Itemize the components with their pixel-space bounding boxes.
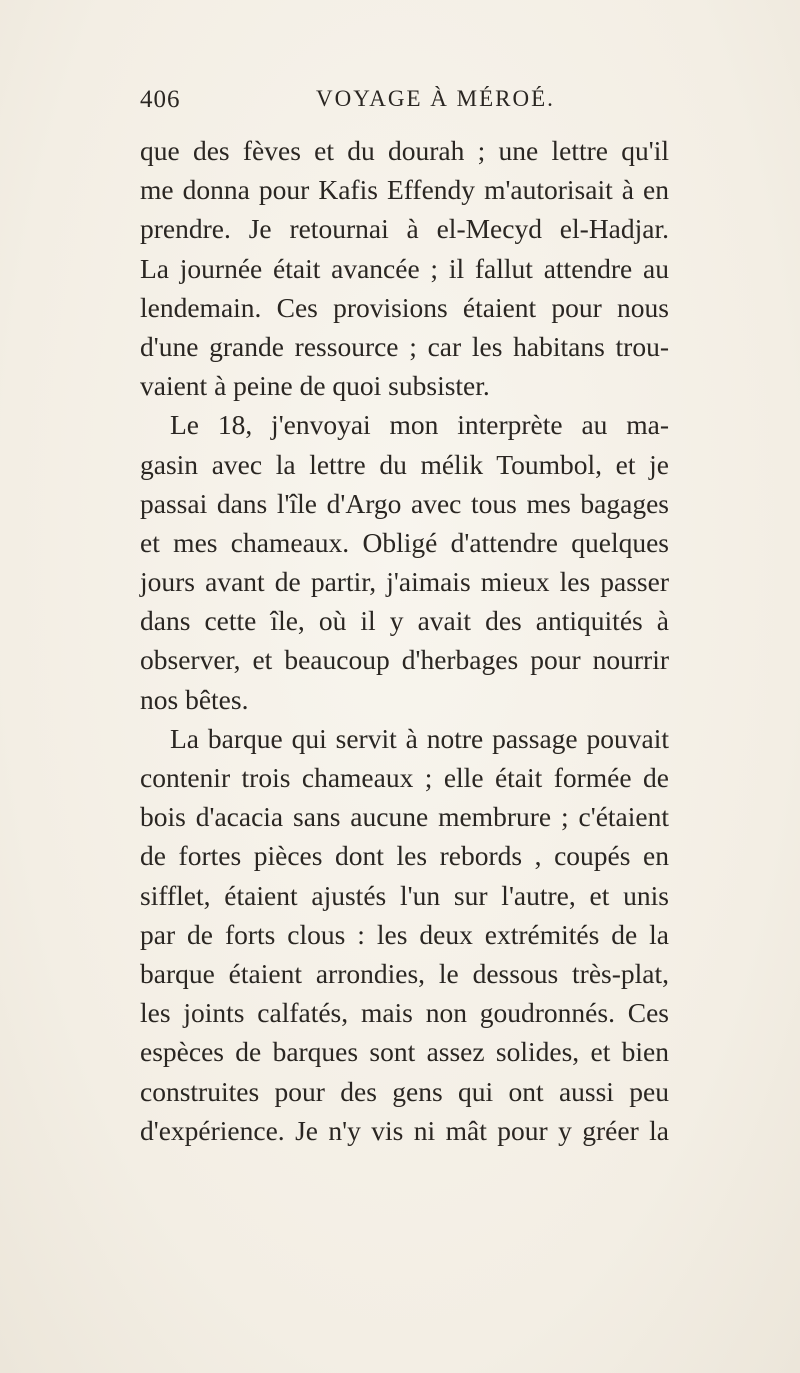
text-line: jours avant de partir, j'aimais mieux les passer [140,566,669,598]
page-header [140,86,670,126]
text-line: d'expérience. Je n'y vis ni mât pour y gréer la [140,1114,669,1146]
text-line: sifflet, étaient ajustés l'un sur l'autre, et unis [140,879,669,911]
text-line: gasin avec la lettre du mélik Toumbol, et je [140,448,669,480]
text-line: espèces de barques sont assez solides, et bien [140,1036,669,1068]
text-line: par de forts clous : les deux extrémités de la [140,918,669,950]
text-line: les joints calfatés, mais non goudronnés. Ces [140,997,669,1029]
text-line: que des fèves et du dourah ; une lettre qu'il [140,135,669,166]
text-line: nos bêtes. [140,683,249,715]
text-line: et mes chameaux. Obligé d'attendre quelques [140,526,669,558]
text-line: La journée était avancée ; il fallut attendre au [140,252,669,284]
text-line: passai dans l'île d'Argo avec tous mes bagages [140,487,669,519]
text-line: Le 18, j'envoyai mon interprète au ma- [170,409,669,441]
text-line: bois d'acacia sans aucune membrure ; c'étaient [140,801,669,833]
text-line: dans cette île, où il y avait des antiquités à [140,605,669,637]
text-line: observer, et beaucoup d'herbages pour nourrir [140,644,669,676]
text-line: barque étaient arrondies, le dessous très-plat, [140,957,669,989]
text-line: lendemain. Ces provisions étaient pour nous [140,291,669,323]
body-text [140,131,669,1150]
text-line: prendre. Je retournai à el-Mecyd el-Hadjar. [140,213,669,245]
page-number: 406 [140,86,181,113]
text-line: me donna pour Kafis Effendy m'autorisait à en [140,174,669,206]
text-line: construites pour des gens qui ont aussi peu [140,1075,669,1107]
text-line: de fortes pièces dont les rebords , coupés en [140,840,669,872]
text-line: vaient à peine de quoi subsister. [140,370,490,402]
text-line: contenir trois chameaux ; elle était formée de [140,762,669,793]
text-line: d'une grande ressource ; car les habitans trou- [140,330,669,362]
running-title: VOYAGE À MÉROÉ. [316,86,555,111]
text-line: La barque qui servit à notre passage pouvait [170,722,669,754]
